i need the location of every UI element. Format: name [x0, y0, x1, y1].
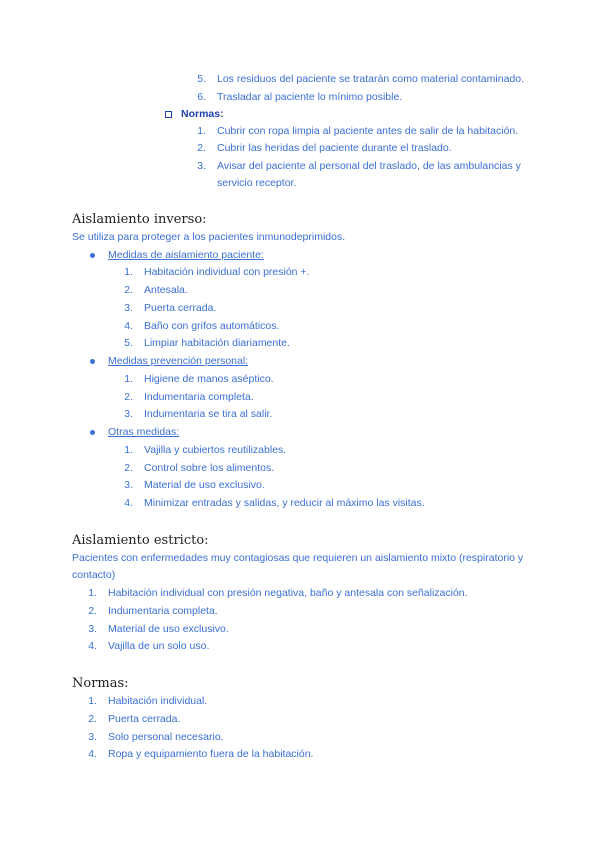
section-title: Aislamiento estricto:	[72, 533, 209, 548]
group-label: Otras medidas:	[108, 426, 180, 438]
list-number: 3.	[124, 408, 133, 420]
list-number: 5.	[124, 337, 133, 349]
list-item: Avisar del paciente al personal del traslado, de las ambulancias y	[217, 160, 521, 172]
list-number: 3.	[88, 623, 97, 635]
list-number: 1.	[124, 266, 133, 278]
list-item: Antesala.	[144, 284, 188, 296]
list-item: Cubrir las heridas del paciente durante el traslado.	[217, 142, 452, 154]
list-number: 2.	[88, 713, 97, 725]
list-item: Vajilla de un solo uso.	[108, 640, 210, 652]
list-number: 1.	[124, 444, 133, 456]
list-number: 4.	[124, 497, 133, 509]
list-number: 1.	[88, 695, 97, 707]
list-number: 2.	[124, 391, 133, 403]
list-number: 5.	[197, 73, 206, 85]
section-intro-continuation: contacto)	[72, 569, 116, 581]
list-item: Control sobre los alimentos.	[144, 462, 275, 474]
list-item-continuation: servicio receptor.	[217, 177, 297, 189]
list-number: 1.	[197, 125, 206, 137]
section-title: Normas:	[72, 676, 129, 691]
list-number: 2.	[124, 462, 133, 474]
list-item: Habitación individual con presión negativa, baño y antesala con señalización.	[108, 587, 468, 599]
list-item: Minimizar entradas y salidas, y reducir al máximo las visitas.	[144, 497, 425, 509]
list-item: Vajilla y cubiertos reutilizables.	[144, 444, 287, 456]
list-item: Baño con grifos automáticos.	[144, 320, 280, 332]
list-item: Habitación individual.	[108, 695, 208, 707]
list-number: 2.	[88, 605, 97, 617]
list-item: Ropa y equipamiento fuera de la habitación.	[108, 748, 314, 760]
list-item: Indumentaria se tira al salir.	[144, 408, 273, 420]
list-number: 1.	[124, 373, 133, 385]
list-item: Solo personal necesario.	[108, 731, 224, 743]
list-item: Higiene de manos aséptico.	[144, 373, 274, 385]
section-intro: Se utiliza para proteger a los pacientes inmunodeprimidos.	[72, 231, 346, 243]
list-item: Limpiar habitación diariamente.	[144, 337, 290, 349]
list-number: 4.	[88, 748, 97, 760]
list-item: Indumentaria completa.	[144, 391, 254, 403]
list-item: Indumentaria completa.	[108, 605, 218, 617]
group-label: Medidas de aislamiento paciente:	[108, 249, 264, 261]
list-number: 2.	[124, 284, 133, 296]
list-number: 3.	[124, 302, 133, 314]
list-number: 4.	[124, 320, 133, 332]
list-number: 6.	[197, 91, 206, 103]
list-number: 2.	[197, 142, 206, 154]
list-item: Habitación individual con presión +.	[144, 266, 310, 278]
list-item: Puerta cerrada.	[108, 713, 181, 725]
square-bullet-icon	[165, 111, 172, 118]
list-number: 3.	[197, 160, 206, 172]
list-item: Material de uso exclusivo.	[144, 479, 265, 491]
bullet-icon	[90, 430, 95, 435]
list-number: 4.	[88, 640, 97, 652]
list-item: Material de uso exclusivo.	[108, 623, 229, 635]
normas-label: Normas:	[181, 108, 224, 120]
list-item: Los residuos del paciente se tratarán como material contaminado.	[217, 73, 525, 85]
list-number: 1.	[88, 587, 97, 599]
bullet-icon	[90, 359, 95, 364]
bullet-icon	[90, 253, 95, 258]
section-intro: Pacientes con enfermedades muy contagiosas que requieren un aislamiento mixto (respiratorio y	[72, 552, 524, 564]
list-number: 3.	[124, 479, 133, 491]
list-item: Puerta cerrada.	[144, 302, 217, 314]
group-label: Medidas prevención personal:	[108, 355, 249, 367]
section-title: Aislamiento inverso:	[72, 212, 207, 227]
list-item: Cubrir con ropa limpia al paciente antes de salir de la habitación.	[217, 125, 519, 137]
list-item: Trasladar al paciente lo mínimo posible.	[217, 91, 403, 103]
list-number: 3.	[88, 731, 97, 743]
